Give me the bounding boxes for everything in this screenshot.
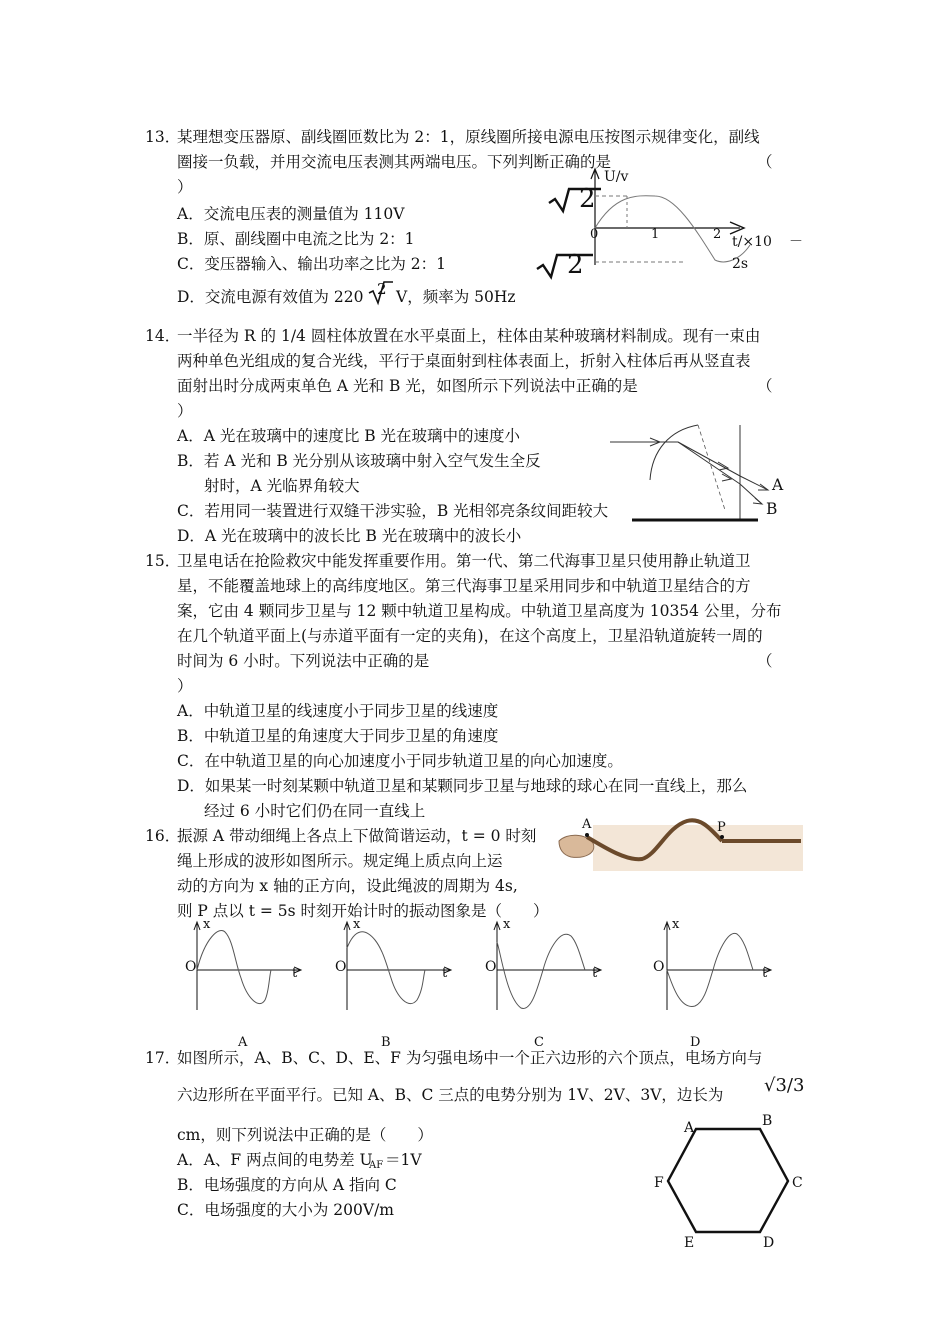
- question-17-line-3: cm，则下列说法中正确的是（ ）: [177, 1126, 433, 1144]
- question-14-line-2: 两种单色光组成的复合光线，平行于桌面射到柱体表面上，折射入柱体后再从竖直表: [177, 352, 751, 370]
- graph-a-y-label: x: [203, 917, 211, 932]
- question-16-number: 16．: [145, 827, 181, 845]
- graph-a-label: A: [238, 1035, 248, 1050]
- graph-d-t-label: t: [762, 966, 768, 981]
- question-13-option-d-tail: V，频率为 50Hz: [396, 288, 516, 306]
- beam-label-a: A: [772, 476, 784, 494]
- question-14-option-b: B．若 A 光和 B 光分别从该玻璃中射入空气发生全反: [177, 452, 541, 470]
- graph-c-t-label: t: [592, 966, 598, 981]
- question-14-line-3: 面射出时分成两束单色 A 光和 B 光，如图所示下列说法中正确的是: [177, 377, 638, 395]
- question-13-line-1: 某理想变压器原、副线圈匝数比为 2：1，原线圈所接电源电压按图示规律变化，副线: [177, 128, 760, 146]
- question-13-option-c: C．变压器输入、输出功率之比为 2：1: [177, 255, 447, 273]
- graph-b-curve: [347, 932, 425, 1004]
- question-15-number: 15．: [145, 552, 181, 570]
- question-13-line-2: 圈接一负载，并用交流电压表测其两端电压。下列判断正确的是: [177, 153, 612, 171]
- question-16-line-4: 则 P 点以 t = 5s 时刻开始计时的振动图象是（ ）: [177, 902, 549, 920]
- voltage-sine-curve: [595, 196, 750, 262]
- rope-background: [593, 825, 803, 871]
- question-17-option-a: A．A、F 两点间的电势差 U: [177, 1151, 373, 1169]
- hex-vertex-e: E: [684, 1235, 695, 1251]
- graph-top-value: 2: [579, 184, 596, 214]
- graph-b-origin: O: [335, 959, 347, 975]
- question-15-line-1: 卫星电话在抢险救灾中能发挥重要作用。第一代、第二代海事卫星只使用静止轨道卫: [177, 552, 751, 570]
- exit-arrow-b: [753, 498, 762, 504]
- question-14-paren-open: （: [757, 377, 773, 395]
- hex-vertex-a: A: [684, 1120, 695, 1136]
- question-14-number: 14．: [145, 327, 181, 345]
- question-13-option-a: A．交流电压表的测量值为 110V: [177, 205, 405, 223]
- question-16-line-2: 绳上形成的波形如图所示。规定绳上质点向上运: [177, 852, 503, 870]
- question-15-option-c: C．在中轨道卫星的向心加速度小于同步轨道卫星的向心加速度。: [177, 752, 623, 770]
- side-length-value: √3/3: [764, 1075, 805, 1096]
- graph-d-origin: O: [653, 959, 665, 975]
- question-15-option-a: A．中轨道卫星的线速度小于同步卫星的线速度: [177, 702, 499, 720]
- graph-tick-2: 2: [713, 227, 722, 242]
- quarter-cylinder-figure: [610, 420, 810, 525]
- question-15-line-4: 在几个轨道平面上(与赤道平面有一定的夹角)，在这个高度上，卫星沿轨道旋转一周的: [177, 627, 763, 645]
- beam-label-b: B: [766, 500, 778, 518]
- question-16-line-3: 动的方向为 x 轴的正方向，设此绳波的周期为 4s,: [177, 877, 518, 895]
- graph-c-curve: [497, 934, 585, 1008]
- rope-label-a: A: [582, 817, 592, 832]
- vibration-graph-d: [645, 918, 775, 1013]
- question-13-option-b: B．原、副线圈中电流之比为 2：1: [177, 230, 415, 248]
- graph-b-label: B: [381, 1035, 391, 1050]
- question-13-paren-open: （: [757, 153, 773, 171]
- question-13-paren-close: ）: [177, 178, 193, 196]
- question-14-option-b-cont: 射时，A 光临界角较大: [204, 477, 360, 495]
- hex-vertex-d: D: [763, 1235, 775, 1251]
- graph-x-label: t/×10: [732, 234, 772, 250]
- graph-d-y-label: x: [672, 917, 680, 932]
- graph-bottom-value: 2: [567, 250, 584, 280]
- graph-tick-1: 1: [651, 227, 660, 242]
- graph-c-origin: O: [485, 959, 497, 975]
- quarter-circle-arc: [650, 425, 698, 480]
- question-15-option-d-cont: 经过 6 小时它们仍在同一直线上: [204, 802, 426, 820]
- hexagon-shape: [668, 1129, 788, 1232]
- question-17-line-2: 六边形所在平面平行。已知 A、B、C 三点的电势分别为 1V、2V、3V，边长为: [177, 1086, 724, 1104]
- question-16-line-1: 振源 A 带动细绳上各点上下做简谐运动，t = 0 时刻: [177, 827, 537, 845]
- graph-x-exp: －: [789, 234, 803, 250]
- question-15-line-3: 案，它由 4 颗同步卫星与 12 颗中轨道卫星构成。中轨道卫星高度为 10354 公里，分布: [177, 602, 782, 620]
- question-13-number: 13．: [145, 128, 181, 146]
- inner-arrow-a: [718, 462, 728, 470]
- graph-c-y-label: x: [503, 917, 511, 932]
- question-14-option-d: D．A 光在玻璃中的波长比 B 光在玻璃中的波长小: [177, 527, 522, 545]
- question-17-number: 17．: [145, 1049, 181, 1067]
- sqrt-symbol-bottom: [537, 255, 593, 277]
- question-15-paren-open: （: [757, 652, 773, 670]
- question-17-option-b: B．电场强度的方向从 A 指向 C: [177, 1176, 397, 1194]
- rope-label-p: P: [717, 820, 726, 835]
- refracted-ray-b: [678, 442, 740, 484]
- question-15-option-b: B．中轨道卫星的角速度大于同步卫星的角速度: [177, 727, 499, 745]
- hex-vertex-b: B: [762, 1113, 773, 1129]
- question-17-option-a-tail: ＝1V: [385, 1151, 422, 1169]
- question-15-line-5: 时间为 6 小时。下列说法中正确的是: [177, 652, 430, 670]
- hexagon-figure: [660, 1125, 790, 1235]
- graph-d-label: D: [690, 1035, 701, 1050]
- graph-a-t-label: t: [292, 966, 298, 981]
- graph-x-unit: 2s: [732, 256, 749, 272]
- graph-a-curve: [197, 931, 271, 1004]
- question-14-option-c: C．若用同一装置进行双缝干涉实验，B 光相邻亮条纹间距较大: [177, 502, 609, 520]
- question-17-option-a-subscript: AF: [369, 1160, 384, 1171]
- hex-vertex-c: C: [792, 1175, 803, 1191]
- rope-wave-figure: [557, 815, 805, 873]
- question-14-option-a: A．A 光在玻璃中的速度比 B 光在玻璃中的速度小: [177, 427, 521, 445]
- question-13-option-d: D．交流电源有效值为 220: [177, 288, 364, 306]
- graph-b-t-label: t: [442, 966, 448, 981]
- question-17-option-c: C．电场强度的大小为 200V/m: [177, 1201, 394, 1219]
- sqrt-radicand-2: 2: [377, 280, 387, 298]
- graph-a-origin: O: [185, 959, 197, 975]
- graph-b-y-label: x: [353, 917, 361, 932]
- graph-y-label: U/v: [604, 169, 629, 185]
- graph-c-label: C: [534, 1035, 544, 1050]
- question-14-paren-close: ）: [177, 402, 193, 420]
- graph-origin: 0: [590, 227, 599, 242]
- question-17-line-1: 如图所示，A、B、C、D、E、F 为匀强电场中一个正六边形的六个顶点，电场方向与: [177, 1049, 763, 1067]
- question-14-line-1: 一半径为 R 的 1/4 圆柱体放置在水平桌面上，柱体由某种玻璃材料制成。现有一束由: [177, 327, 761, 345]
- normal-dashed: [698, 425, 725, 510]
- hex-vertex-f: F: [654, 1175, 664, 1191]
- question-15-line-2: 星，不能覆盖地球上的高纬度地区。第三代海事卫星采用同步和中轨道卫星结合的方: [177, 577, 751, 595]
- question-15-paren-close: ）: [177, 677, 193, 695]
- question-15-option-d: D．如果某一时刻某颗中轨道卫星和某颗同步卫星与地球的球心在同一直线上，那么: [177, 777, 748, 795]
